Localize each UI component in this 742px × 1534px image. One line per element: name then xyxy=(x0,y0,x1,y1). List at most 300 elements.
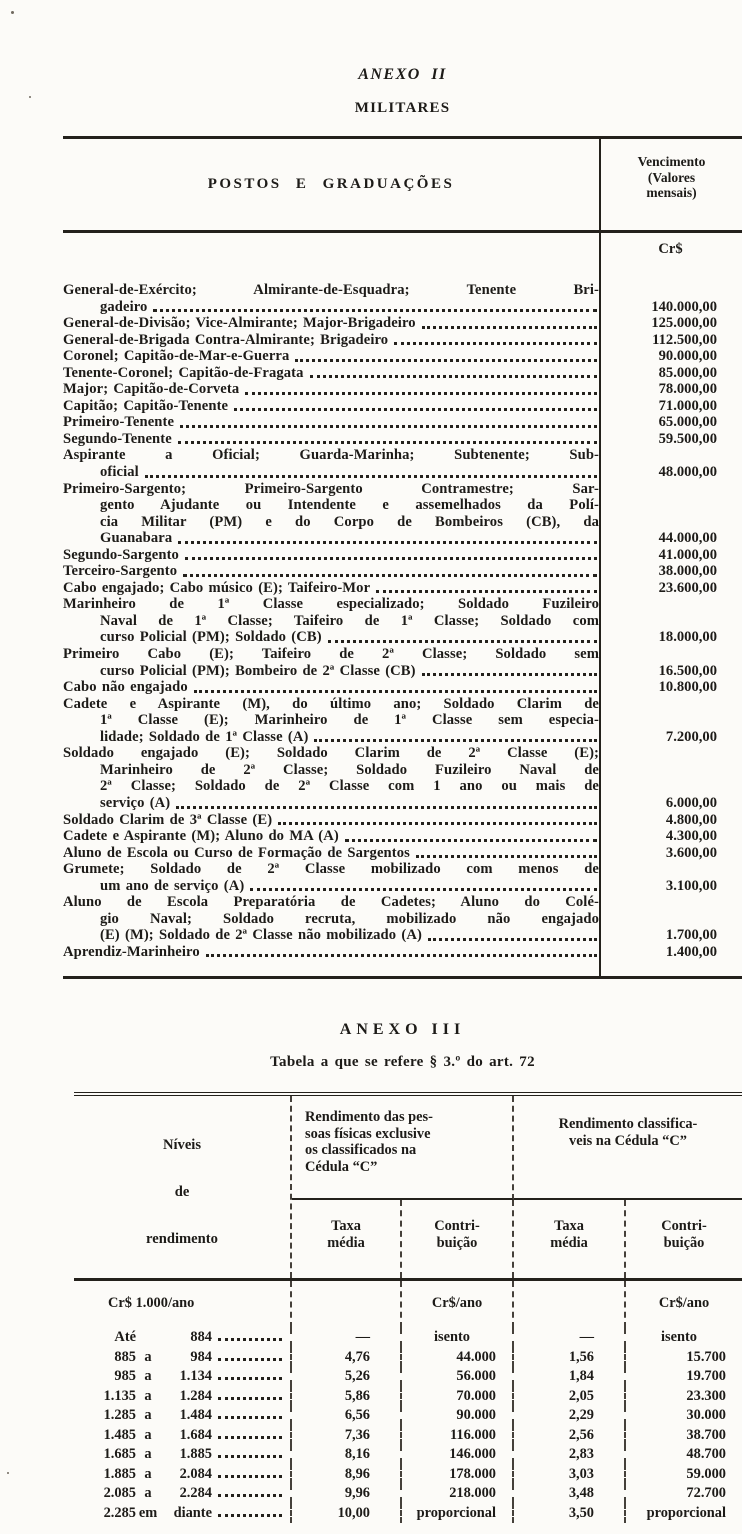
rank-value: 16.500,00 xyxy=(658,662,717,679)
rank-label xyxy=(63,414,599,431)
level-mid: a xyxy=(144,1485,152,1502)
contribuicao-1-cell: 90.000 xyxy=(402,1406,514,1425)
rank-value: 140.000,00 xyxy=(651,298,717,315)
level-cell xyxy=(74,1425,292,1444)
level-mid: a xyxy=(144,1446,152,1463)
rank-label xyxy=(63,332,599,349)
rank-line: gento Ajudante ou Intendente e assemelhados da Polí- xyxy=(100,497,599,514)
contribuicao-2-cell: proporcional xyxy=(646,1504,726,1521)
rank-value: 112.500,00 xyxy=(652,331,717,348)
contribuicao-2-cell: 15.700 xyxy=(686,1348,726,1365)
rank-value: 18.000,00 xyxy=(658,629,717,646)
rank-row xyxy=(63,894,742,944)
vencimento-header-line: (Valores xyxy=(647,169,696,185)
tax-table-header xyxy=(74,1096,742,1281)
currency-label: Cr$ xyxy=(658,241,683,257)
rank-line: Primeiro Cabo (E); Taifeiro de 2ª Classe; Soldado sem xyxy=(63,646,599,663)
rank-line: Aspirante a Oficial; Guarda-Marinha; Subtenente; Sub- xyxy=(63,447,599,464)
level-cell xyxy=(74,1464,292,1483)
contribuicao-2-cell: 48.700 xyxy=(686,1446,726,1463)
sub-header-line: Taxa xyxy=(554,1218,584,1235)
taxa-media-1-header xyxy=(292,1200,402,1278)
rank-label xyxy=(63,563,599,580)
dotted-leader xyxy=(245,381,597,395)
rank-line xyxy=(63,299,599,316)
rank-row xyxy=(63,828,742,845)
scan-speck xyxy=(7,1472,9,1474)
rank-value: 3.600,00 xyxy=(665,844,717,861)
group1-header xyxy=(292,1096,514,1200)
vencimento-column-header xyxy=(599,139,742,230)
rank-row xyxy=(63,944,742,961)
rank-value: 23.600,00 xyxy=(658,579,717,596)
group2-header xyxy=(514,1096,742,1200)
level-from: 1.135 xyxy=(103,1387,136,1404)
rank-row xyxy=(63,861,742,894)
sub-header-line: Contri- xyxy=(661,1218,707,1235)
rank-row xyxy=(63,845,742,862)
rank-line: Aluno de Escola Preparatória de Cadetes; Aluno do Colé- xyxy=(63,894,599,911)
dotted-leader xyxy=(218,1377,282,1380)
level-to: 1.684 xyxy=(179,1426,212,1443)
rank-line: cia Militar (PM) e do Corpo de Bombeiros (CB), da xyxy=(100,513,599,530)
rank-row xyxy=(63,332,742,349)
taxa-media-1-cell: 8,16 xyxy=(292,1445,402,1464)
rank-line xyxy=(63,332,599,349)
rank-value: 3.100,00 xyxy=(665,877,717,894)
rank-text: Coronel; Capitão-de-Mar-e-Guerra xyxy=(63,348,290,365)
rank-row xyxy=(63,398,742,415)
rank-line xyxy=(63,663,599,680)
contribuicao-1-cell: 44.000 xyxy=(402,1347,514,1366)
rank-row xyxy=(63,282,742,315)
level-cell xyxy=(74,1406,292,1425)
contribuicao-1-cell: isento xyxy=(402,1328,514,1347)
level-cell xyxy=(74,1503,292,1522)
rank-text: (E) (M); Soldado de 2ª Classe não mobilizado (A) xyxy=(100,927,422,944)
dotted-leader xyxy=(183,563,597,577)
rank-label xyxy=(63,944,599,961)
rank-text: General-de-Divisão; Vice-Almirante; Major-Brigadeiro xyxy=(63,315,416,332)
rank-value: 125.000,00 xyxy=(651,315,717,332)
rank-line: Soldado engajado (E); Soldado Clarim de 2ª Classe (E); xyxy=(63,745,599,762)
unit-levels-label: Cr$ 1.000/ano xyxy=(74,1281,292,1327)
rank-text: Major; Capitão-de-Corveta xyxy=(63,381,240,398)
level-to: 2.084 xyxy=(179,1465,212,1482)
rank-line xyxy=(63,795,599,812)
rank-line xyxy=(63,547,599,564)
contribuicao-1-cell: 218.000 xyxy=(402,1484,514,1503)
group1-header-line: Rendimento das pes- xyxy=(305,1109,433,1126)
rank-label xyxy=(63,381,599,398)
level-to: 1.885 xyxy=(179,1446,212,1463)
dotted-leader xyxy=(295,348,597,362)
level-to: 984 xyxy=(190,1348,212,1365)
rank-text: Cabo não engajado xyxy=(63,679,188,696)
levels-column-header xyxy=(74,1096,292,1278)
dotted-leader xyxy=(180,414,597,428)
vencimento-header-line: Vencimento xyxy=(637,154,706,170)
rank-line: 1ª Classe (E); Marinheiro de 1ª Classe sem especia- xyxy=(100,712,599,729)
postos-column-header: POSTOS E GRADUAÇÕES xyxy=(207,176,455,192)
anexo3-rows xyxy=(74,1281,742,1534)
rank-value: 6.000,00 xyxy=(665,794,717,811)
rank-line xyxy=(63,927,599,944)
dotted-leader xyxy=(218,1514,282,1517)
rank-line xyxy=(63,563,599,580)
level-to: 1.134 xyxy=(179,1368,212,1385)
rank-label xyxy=(63,282,599,315)
contribuicao-1-header xyxy=(402,1200,514,1278)
contribuicao-2-cell: 59.000 xyxy=(686,1465,726,1482)
taxa-media-2-cell: 3,50 xyxy=(514,1503,626,1522)
rank-line: Grumete; Soldado de 2ª Classe mobilizado com menos de xyxy=(63,861,599,878)
taxa-media-2-cell: 3,48 xyxy=(514,1484,626,1503)
level-from: 2.085 xyxy=(103,1485,136,1502)
rank-row xyxy=(63,745,742,811)
rank-row xyxy=(63,596,742,646)
contribuicao-1-cell: 70.000 xyxy=(402,1386,514,1405)
anexo2-title: ANEXO II xyxy=(358,66,447,83)
rank-label xyxy=(63,547,599,564)
tax-table xyxy=(74,1092,742,1534)
contribuicao-1-cell: 178.000 xyxy=(402,1464,514,1483)
rank-value: 4.800,00 xyxy=(665,811,717,828)
level-mid: a xyxy=(144,1407,152,1424)
rank-line: Marinheiro de 1ª Classe especializado; Soldado Fuzileiro xyxy=(63,596,599,613)
unit-contrib2-label: Cr$/ano xyxy=(658,1295,710,1312)
unit-contrib1-label: Cr$/ano xyxy=(402,1281,514,1327)
dotted-leader xyxy=(250,878,597,892)
dotted-leader xyxy=(376,580,597,594)
level-cell xyxy=(74,1367,292,1386)
level-from: 1.885 xyxy=(103,1465,136,1482)
rank-line xyxy=(63,812,599,829)
taxa-media-2-header xyxy=(514,1200,626,1278)
rank-row xyxy=(63,696,742,746)
contribuicao-1-cell: 116.000 xyxy=(402,1425,514,1444)
rank-line xyxy=(63,878,599,895)
vencimento-header-line: mensais) xyxy=(646,185,697,201)
rank-text: Cadete e Aspirante (M); Aluno do MA (A) xyxy=(63,828,339,845)
sub-header-line: média xyxy=(327,1234,365,1251)
taxa-media-1-cell: 10,00 xyxy=(292,1503,402,1522)
level-cell xyxy=(74,1484,292,1503)
dotted-leader xyxy=(422,315,597,329)
rank-line xyxy=(63,944,599,961)
dotted-leader xyxy=(218,1436,282,1439)
rank-label xyxy=(63,696,599,746)
rank-line xyxy=(63,365,599,382)
rank-line xyxy=(63,398,599,415)
taxa-media-2-cell: 2,83 xyxy=(514,1445,626,1464)
taxa-media-2-cell: 2,56 xyxy=(514,1425,626,1444)
rank-text: Capitão; Capitão-Tenente xyxy=(63,397,229,414)
rank-label xyxy=(63,845,599,862)
rank-text: um ano de serviço (A) xyxy=(100,877,245,894)
rank-value: 41.000,00 xyxy=(658,546,717,563)
level-mid: em xyxy=(138,1504,158,1521)
contribuicao-2-cell: 30.000 xyxy=(686,1407,726,1424)
rank-value: 10.800,00 xyxy=(658,679,717,696)
sub-header-line: Taxa xyxy=(331,1218,361,1235)
dotted-leader xyxy=(310,365,598,379)
rank-line xyxy=(63,414,599,431)
rank-row xyxy=(63,563,742,580)
scan-speck xyxy=(29,96,31,98)
rank-text: gadeiro xyxy=(100,298,148,315)
rank-line xyxy=(63,845,599,862)
rank-row xyxy=(63,679,742,696)
rank-text: Terceiro-Sargento xyxy=(63,563,178,580)
contribuicao-1-cell: 146.000 xyxy=(402,1445,514,1464)
dotted-leader xyxy=(218,1455,282,1458)
level-mid: a xyxy=(144,1368,152,1385)
level-from: 885 xyxy=(114,1348,136,1365)
taxa-media-1-cell: 4,76 xyxy=(292,1347,402,1366)
group2-header-line: Rendimento classifica- xyxy=(558,1116,698,1133)
rank-row xyxy=(63,348,742,365)
sub-header-line: buição xyxy=(436,1234,478,1251)
rank-line: 2ª Classe; Soldado de 2ª Classe com 1 ano ou mais de xyxy=(100,778,599,795)
taxa-media-1-cell: 6,56 xyxy=(292,1406,402,1425)
contribuicao-2-header xyxy=(626,1200,742,1278)
rank-text: Guanabara xyxy=(100,530,173,547)
dotted-leader xyxy=(178,431,597,445)
rank-label xyxy=(63,398,599,415)
dotted-leader xyxy=(218,1358,282,1361)
level-cell xyxy=(74,1347,292,1366)
sub-header-line: buição xyxy=(663,1234,705,1251)
anexo3-subtitle: Tabela a que se refere § 3.º do art. 72 xyxy=(270,1054,535,1071)
rank-row xyxy=(63,365,742,382)
rank-label xyxy=(63,315,599,332)
scan-speck xyxy=(11,11,14,14)
rank-line xyxy=(63,315,599,332)
dotted-leader xyxy=(176,795,597,809)
dotted-leader xyxy=(178,530,597,544)
taxa-media-1-cell: 8,96 xyxy=(292,1464,402,1483)
rank-label xyxy=(63,812,599,829)
level-from: Até xyxy=(114,1329,136,1346)
dotted-leader xyxy=(422,663,597,677)
rank-row xyxy=(63,431,742,448)
taxa-media-2-cell: 1,84 xyxy=(514,1367,626,1386)
dotted-leader xyxy=(218,1475,282,1478)
rank-row xyxy=(63,381,742,398)
contribuicao-1-cell: proporcional xyxy=(402,1503,514,1522)
page-content xyxy=(63,0,742,1534)
rank-text: curso Policial (PM); Bombeiro de 2ª Classe (CB) xyxy=(100,662,416,679)
rank-text: Primeiro-Tenente xyxy=(63,414,175,431)
anexo2-subtitle: MILITARES xyxy=(354,100,451,116)
group1-header-line: soas físicas exclusive xyxy=(305,1125,431,1142)
pay-table-body xyxy=(63,233,742,976)
rank-label xyxy=(63,431,599,448)
dotted-leader xyxy=(328,629,597,643)
taxa-media-2-cell: 1,56 xyxy=(514,1347,626,1366)
rank-text: lidade; Soldado de 1ª Classe (A) xyxy=(100,728,309,745)
rank-line: gio Naval; Soldado recruta, mobilizado não engajado xyxy=(100,910,599,927)
rank-value: 71.000,00 xyxy=(658,397,717,414)
level-from: 985 xyxy=(114,1368,136,1385)
dotted-leader xyxy=(345,828,597,842)
rank-row xyxy=(63,481,742,547)
dotted-leader xyxy=(416,845,597,859)
group1-header-line: Cédula “C” xyxy=(305,1158,378,1175)
rank-text: Tenente-Coronel; Capitão-de-Fragata xyxy=(63,364,304,381)
dotted-leader xyxy=(218,1494,282,1497)
taxa-media-1-cell: — xyxy=(292,1328,402,1347)
dotted-leader xyxy=(314,729,597,743)
unit-empty-cell xyxy=(292,1281,402,1327)
rank-line: Marinheiro de 2ª Classe; Soldado Fuzileiro Naval de xyxy=(100,761,599,778)
rank-label xyxy=(63,646,599,679)
rank-line xyxy=(63,431,599,448)
contribuicao-2-cell: 38.700 xyxy=(686,1426,726,1443)
dotted-leader xyxy=(234,398,597,412)
rank-line: Primeiro-Sargento; Primeiro-Sargento Contramestre; Sar- xyxy=(63,480,599,497)
level-from: 1.285 xyxy=(103,1407,136,1424)
dotted-leader xyxy=(394,332,597,346)
contribuicao-2-cell: 72.700 xyxy=(686,1485,726,1502)
contribuicao-2-cell: isento xyxy=(661,1329,697,1346)
rank-row xyxy=(63,812,742,829)
group1-header-line: os classificados na xyxy=(305,1142,417,1159)
level-mid: a xyxy=(144,1387,152,1404)
level-to: 2.284 xyxy=(179,1485,212,1502)
rank-text: Aprendiz-Marinheiro xyxy=(63,943,200,960)
rank-label xyxy=(63,894,599,944)
rank-label xyxy=(63,365,599,382)
taxa-media-2-cell: 3,03 xyxy=(514,1464,626,1483)
rank-text: Segundo-Tenente xyxy=(63,430,172,447)
unit-empty-cell xyxy=(514,1281,626,1327)
level-mid: a xyxy=(144,1465,152,1482)
rank-value: 44.000,00 xyxy=(658,530,717,547)
level-mid: a xyxy=(144,1426,152,1443)
rank-label xyxy=(63,828,599,845)
levels-header-line: rendimento xyxy=(146,1230,218,1247)
level-from: 1.685 xyxy=(103,1446,136,1463)
rank-label xyxy=(63,861,599,894)
rank-label xyxy=(63,447,599,480)
dotted-leader xyxy=(428,927,597,941)
dotted-leader xyxy=(185,547,597,561)
rank-row xyxy=(63,447,742,480)
rank-value: 85.000,00 xyxy=(658,364,717,381)
pay-table-header xyxy=(63,139,742,233)
dotted-leader xyxy=(153,299,597,313)
rank-label xyxy=(63,481,599,547)
rank-row xyxy=(63,580,742,597)
rank-line xyxy=(63,828,599,845)
level-mid: a xyxy=(144,1348,152,1365)
anexo2-rows xyxy=(63,282,742,960)
contribuicao-1-cell: 56.000 xyxy=(402,1367,514,1386)
rank-label xyxy=(63,679,599,696)
rank-line xyxy=(63,348,599,365)
taxa-media-2-cell: — xyxy=(514,1328,626,1347)
group2-header-line: veis na Cédula “C” xyxy=(569,1132,687,1149)
rank-line xyxy=(63,679,599,696)
anexo3-title: ANEXO III xyxy=(339,1021,466,1039)
rank-text: Soldado Clarim de 3ª Classe (E) xyxy=(63,811,273,828)
contribuicao-2-cell: 19.700 xyxy=(686,1368,726,1385)
rank-line xyxy=(63,464,599,481)
taxa-media-2-cell: 2,05 xyxy=(514,1386,626,1405)
rank-text: Segundo-Sargento xyxy=(63,546,179,563)
level-cell xyxy=(74,1328,292,1347)
level-to: 1.484 xyxy=(179,1407,212,1424)
rank-row xyxy=(63,414,742,431)
rank-line xyxy=(63,381,599,398)
rank-text: General-de-Brigada Contra-Almirante; Brigadeiro xyxy=(63,331,389,348)
rank-text: serviço (A) xyxy=(100,794,171,811)
dotted-leader xyxy=(218,1416,282,1419)
rank-text: curso Policial (PM); Soldado (CB) xyxy=(100,629,322,646)
rank-value: 1.400,00 xyxy=(665,943,717,960)
levels-header-line: Níveis xyxy=(162,1136,202,1153)
contribuicao-2-cell: 23.300 xyxy=(686,1387,726,1404)
taxa-media-1-cell: 5,26 xyxy=(292,1367,402,1386)
rank-value: 48.000,00 xyxy=(658,464,717,481)
rank-value: 7.200,00 xyxy=(665,728,717,745)
rank-value: 38.000,00 xyxy=(658,563,717,580)
dotted-leader xyxy=(145,464,597,478)
rank-text: oficial xyxy=(100,464,139,481)
rank-line: Naval de 1ª Classe; Taifeiro de 1ª Classe; Soldado com xyxy=(100,612,599,629)
dotted-leader xyxy=(218,1338,282,1341)
level-cell xyxy=(74,1445,292,1464)
level-to: 1.284 xyxy=(179,1387,212,1404)
rank-value: 1.700,00 xyxy=(665,927,717,944)
rank-label xyxy=(63,348,599,365)
dotted-leader xyxy=(218,1397,282,1400)
rank-line: Cadete e Aspirante (M), do último ano; Soldado Clarim de xyxy=(63,695,599,712)
rank-label xyxy=(63,596,599,646)
rank-label xyxy=(63,580,599,597)
rank-line xyxy=(63,629,599,646)
sub-header-line: média xyxy=(550,1234,588,1251)
rank-value: 4.300,00 xyxy=(665,828,717,845)
level-to: 884 xyxy=(190,1329,212,1346)
sub-header-line: Contri- xyxy=(434,1218,480,1235)
taxa-media-2-cell: 2,29 xyxy=(514,1406,626,1425)
dotted-leader xyxy=(206,944,597,958)
taxa-media-1-cell: 9,96 xyxy=(292,1484,402,1503)
rank-line xyxy=(63,530,599,547)
level-cell xyxy=(74,1386,292,1405)
taxa-media-1-cell: 5,86 xyxy=(292,1386,402,1405)
rank-text: Aluno de Escola ou Curso de Formação de Sargentos xyxy=(63,844,410,861)
dotted-leader xyxy=(278,812,597,826)
rank-value: 59.500,00 xyxy=(658,430,717,447)
levels-header-line: de xyxy=(174,1183,190,1200)
rank-value: 90.000,00 xyxy=(658,348,717,365)
rank-row xyxy=(63,646,742,679)
rank-label xyxy=(63,745,599,811)
rank-text: Cabo engajado; Cabo músico (E); Taifeiro-Mor xyxy=(63,579,371,596)
rank-line: General-de-Exército; Almirante-de-Esquadra; Tenente Bri- xyxy=(63,282,599,298)
rank-line xyxy=(63,580,599,597)
rank-value: 78.000,00 xyxy=(658,381,717,398)
rank-row xyxy=(63,547,742,564)
level-from: 1.485 xyxy=(103,1426,136,1443)
rank-value: 65.000,00 xyxy=(658,414,717,431)
dotted-leader xyxy=(194,679,597,693)
militares-pay-table xyxy=(63,136,742,979)
